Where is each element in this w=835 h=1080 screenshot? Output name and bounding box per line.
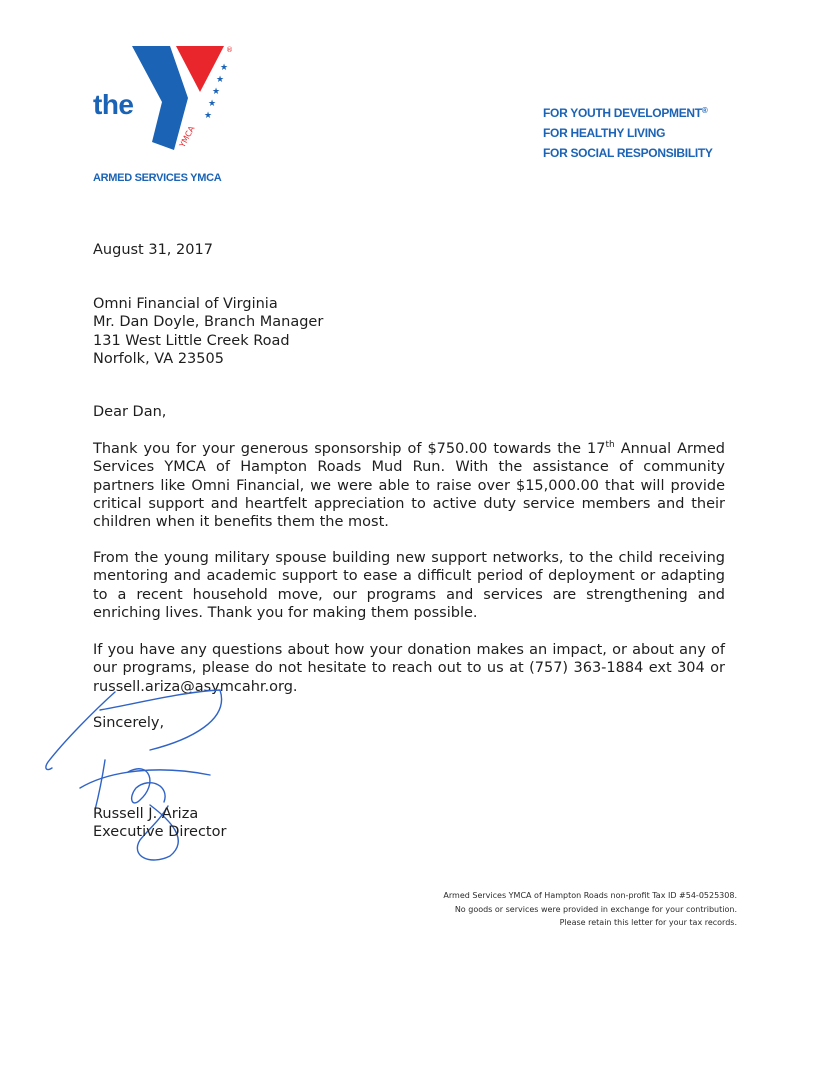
- tagline-youth: FOR YOUTH DEVELOPMENT®: [543, 106, 708, 120]
- recipient-company: Omni Financial of Virginia: [93, 296, 278, 312]
- tax-footer: [443, 889, 737, 930]
- svg-text:★: ★: [212, 87, 221, 97]
- footer-line-taxid: Armed Services YMCA of Hampton Roads non-profit Tax ID #54-0525308.: [443, 891, 737, 900]
- paragraph-impact: From the young military spouse building new support networks, to the child receiving mentoring and academic support to ease a difficult period of deployment or adapting to a recent household move, our programs and services are strengthening and enriching lives. Thank you for making them possible.: [93, 550, 725, 621]
- letter-date: August 31, 2017: [93, 242, 213, 258]
- salutation: Dear Dan,: [93, 404, 167, 420]
- paragraph-contact: If you have any questions about how your donation makes an impact, or about any of our programs, please do not hesitate to reach out to us at (757) 363-1884 ext 304 or russell.ariza@asymcahr.org.: [93, 642, 725, 695]
- recipient-street: 131 West Little Creek Road: [93, 332, 290, 349]
- tagline-healthy: FOR HEALTHY LIVING: [543, 126, 666, 140]
- signer-title: Executive Director: [93, 824, 227, 841]
- logo-word: the: [93, 89, 134, 120]
- recipient-city: Norfolk, VA 23505: [93, 350, 224, 367]
- svg-text:★: ★: [208, 99, 217, 109]
- svg-text:®: ®: [226, 46, 233, 54]
- recipient-name: Mr. Dan Doyle, Branch Manager: [93, 314, 324, 331]
- svg-text:★: ★: [220, 63, 229, 73]
- signer-name: Russell J. Ariza: [93, 806, 199, 822]
- logo-ymca-letters: YMCA: [177, 124, 197, 149]
- closing: Sincerely,: [93, 715, 165, 731]
- footer-line-retain: Please retain this letter for your tax records.: [559, 918, 737, 927]
- svg-text:★: ★: [204, 111, 213, 121]
- taglines: [543, 101, 743, 163]
- svg-text:★: ★: [216, 75, 225, 85]
- signer-block: [93, 805, 226, 842]
- footer-line-goods: No goods or services were provided in exchange for your contribution.: [454, 904, 737, 914]
- tagline-social: FOR SOCIAL RESPONSIBILITY: [543, 146, 713, 160]
- recipient-address: [93, 295, 323, 368]
- paragraph-thanks: Thank you for your generous sponsorship of $750.00 towards the 17th Annual Armed Services YMCA of Hampton Roads Mud Run. With the assistance of community partners like Omni Financial, we were able to raise over $15,000.00 that will provide critical support and heartfelt appreciation to active duty service members and their children when it benefits them the most.: [93, 440, 725, 531]
- organization-name: ARMED SERVICES YMCA: [93, 172, 222, 184]
